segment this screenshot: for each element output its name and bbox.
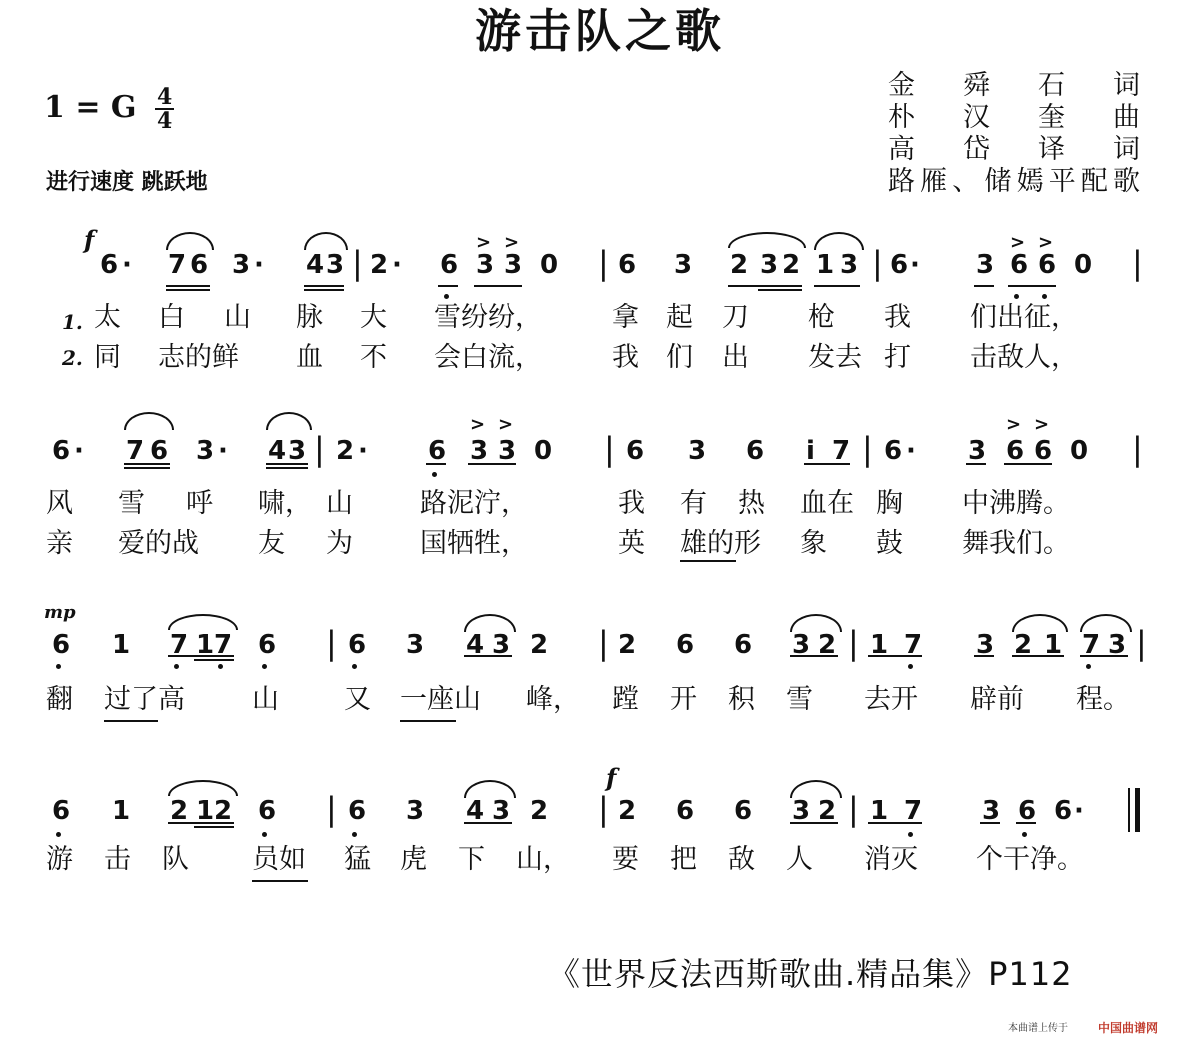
barline: | xyxy=(598,624,609,662)
note: 6 xyxy=(428,436,447,466)
slur xyxy=(790,780,842,798)
lyric-text: 消灭 xyxy=(864,844,918,875)
note: 6 xyxy=(1018,796,1037,826)
note: 7 xyxy=(904,796,923,826)
source-citation: 《世界反法西斯歌曲.精品集》P112 xyxy=(548,955,1073,993)
lyric-text: 又 xyxy=(344,684,371,715)
note: 1 xyxy=(870,630,889,660)
beam-underline xyxy=(814,285,860,287)
low-octave-dot xyxy=(56,832,61,837)
lyric-text: 鼓 xyxy=(876,528,903,559)
low-octave-dot xyxy=(262,664,267,669)
slur xyxy=(728,232,806,248)
lyric-text: 击敌人， xyxy=(970,342,1078,373)
barline: | xyxy=(598,244,609,282)
lyric-text: 打 xyxy=(884,342,911,373)
slur xyxy=(124,412,174,430)
beam-underline xyxy=(474,285,522,287)
barline: | xyxy=(1136,624,1147,662)
note: 6 xyxy=(884,436,903,466)
beam-underline xyxy=(790,655,838,657)
low-octave-dot xyxy=(174,664,179,669)
slur xyxy=(814,232,864,250)
lyric-text: 爱的战 xyxy=(118,528,199,559)
note: 6 xyxy=(618,250,637,280)
low-octave-dot xyxy=(1022,832,1027,837)
note: 1 xyxy=(870,796,889,826)
lyric-text: 山， xyxy=(516,844,570,875)
barline: | xyxy=(326,624,337,662)
note: 6 xyxy=(52,630,71,660)
lyric-text: 人 xyxy=(786,844,813,875)
lyric-text: 太 xyxy=(94,302,121,333)
note: 7 xyxy=(214,630,233,660)
beam-underline xyxy=(266,463,308,465)
song-title: 游击队之歌 xyxy=(475,4,725,58)
accent-mark: > xyxy=(476,232,492,253)
accent-mark: > xyxy=(1038,232,1054,253)
lyric-text: 脉 xyxy=(296,302,323,333)
low-octave-dot xyxy=(1014,294,1019,299)
lyric-text: 雪 xyxy=(786,684,813,715)
note: 3 xyxy=(498,436,517,466)
note: 2 xyxy=(730,250,749,280)
beam-underline xyxy=(168,655,234,657)
note: 7 xyxy=(904,630,923,660)
lyric-text: 中沸腾。 xyxy=(962,488,1070,519)
note: 3 xyxy=(976,250,995,280)
note: 2 xyxy=(170,796,189,826)
note: 3 xyxy=(674,250,693,280)
beam-underline xyxy=(974,285,994,287)
beam-underline xyxy=(728,285,802,287)
lyric-text: 员如 xyxy=(252,844,306,875)
beam-underline xyxy=(124,467,170,469)
barline: | xyxy=(1132,430,1143,468)
lyric-text: 不 xyxy=(360,342,387,373)
low-octave-dot xyxy=(444,294,449,299)
low-octave-dot xyxy=(262,832,267,837)
note: i xyxy=(806,436,815,466)
slur xyxy=(168,780,238,796)
lyric-underline xyxy=(680,560,736,562)
lyric-text: 我 xyxy=(612,342,639,373)
slur xyxy=(1080,614,1132,632)
dynamic-forte-1: f xyxy=(84,225,95,254)
beam-underline xyxy=(868,822,922,824)
note: · xyxy=(910,250,920,280)
note: 6 xyxy=(440,250,459,280)
note: · xyxy=(74,436,84,466)
lyric-text: 为 xyxy=(326,528,353,559)
tempo-marking: 进行速度 跳跃地 xyxy=(46,170,208,195)
lyric-underline xyxy=(400,720,456,722)
final-barline-thick xyxy=(1135,788,1140,832)
slur xyxy=(168,614,238,630)
verse-number-2: 2. xyxy=(62,346,83,370)
lyric-text: 敌 xyxy=(728,844,755,875)
note: 3 xyxy=(968,436,987,466)
lyric-text: 下 xyxy=(458,844,485,875)
note: 3 xyxy=(792,630,811,660)
note: · xyxy=(392,250,402,280)
note: 0 xyxy=(540,250,559,280)
accent-mark: > xyxy=(498,414,514,435)
note: 1 xyxy=(196,630,215,660)
key-prefix: 1 = G xyxy=(44,90,137,125)
lyric-text: 象 xyxy=(800,528,827,559)
note: 0 xyxy=(1074,250,1093,280)
note: 3 xyxy=(476,250,495,280)
note: 1 xyxy=(196,796,215,826)
lyric-text: 击 xyxy=(104,844,131,875)
lyric-text: 有 xyxy=(680,488,707,519)
note: 2 xyxy=(530,796,549,826)
beam-underline xyxy=(438,285,458,287)
note: 4 xyxy=(466,796,485,826)
note: 7 xyxy=(168,250,187,280)
note: 6 xyxy=(1038,250,1057,280)
lyric-text: 去开 xyxy=(864,684,918,715)
note: 6 xyxy=(100,250,119,280)
lyric-text: 友 xyxy=(258,528,285,559)
beam-underline xyxy=(194,826,234,828)
note: 6 xyxy=(1006,436,1025,466)
beam-underline xyxy=(304,289,344,291)
beam-underline xyxy=(804,463,850,465)
accent-mark: > xyxy=(504,232,520,253)
beam-underline xyxy=(1080,655,1128,657)
note: 4 xyxy=(466,630,485,660)
lyric-text: 蹚 xyxy=(612,684,639,715)
lyric-text: 过了高 xyxy=(104,684,185,715)
lyric-text: 我 xyxy=(618,488,645,519)
note: 2 xyxy=(782,250,801,280)
note: 7 xyxy=(126,436,145,466)
lyric-text: 大 xyxy=(360,302,387,333)
lyric-text: 白 xyxy=(158,302,185,333)
low-octave-dot xyxy=(908,832,913,837)
note: 2 xyxy=(818,630,837,660)
note: 6 xyxy=(890,250,909,280)
lyric-text: 血 xyxy=(296,342,323,373)
note: 3 xyxy=(792,796,811,826)
lyric-text: 发去 xyxy=(808,342,862,373)
note: 3 xyxy=(406,796,425,826)
slur xyxy=(166,232,214,250)
note: 3 xyxy=(470,436,489,466)
credit-arranger: 路雁、储嫣平配歌 xyxy=(888,166,1142,197)
key-signature xyxy=(44,86,174,132)
note: 6 xyxy=(676,630,695,660)
note: 2 xyxy=(530,630,549,660)
note: 2 xyxy=(618,630,637,660)
beam-underline xyxy=(1004,463,1052,465)
beam-underline xyxy=(168,822,234,824)
lyric-text: 山 xyxy=(326,488,353,519)
lyric-text: 雄的形 xyxy=(680,528,761,559)
beam-underline xyxy=(464,655,512,657)
barline: | xyxy=(1132,244,1143,282)
beam-underline xyxy=(166,285,210,287)
slur xyxy=(464,614,516,632)
lyric-text: 虎 xyxy=(400,844,427,875)
note: 3 xyxy=(1108,630,1127,660)
barline: | xyxy=(604,430,615,468)
note: 3 xyxy=(196,436,215,466)
note: 7 xyxy=(1082,630,1101,660)
lyric-text: 出 xyxy=(722,342,749,373)
barline: | xyxy=(848,624,859,662)
low-octave-dot xyxy=(432,472,437,477)
lyric-text: 国牺牲， xyxy=(420,528,528,559)
lyric-text: 同 xyxy=(94,342,121,373)
lyric-text: 热 xyxy=(738,488,765,519)
note: 0 xyxy=(1070,436,1089,466)
note: 3 xyxy=(232,250,251,280)
slur xyxy=(1012,614,1068,632)
note: 6 xyxy=(734,796,753,826)
lyric-text: 要 xyxy=(612,844,639,875)
note: 6 xyxy=(1034,436,1053,466)
barline: | xyxy=(314,430,325,468)
low-octave-dot xyxy=(1086,664,1091,669)
note: 6 xyxy=(258,796,277,826)
barline: | xyxy=(848,790,859,828)
low-octave-dot xyxy=(1042,294,1047,299)
lyric-text: 游 xyxy=(46,844,73,875)
lyric-text: 山 xyxy=(252,684,279,715)
dynamic-forte-2: f xyxy=(606,763,617,792)
note: 2 xyxy=(370,250,389,280)
lyric-text: 会白流， xyxy=(434,342,542,373)
lyric-text: 队 xyxy=(162,844,189,875)
lyric-text: 积 xyxy=(728,684,755,715)
note: 2 xyxy=(214,796,233,826)
note: 6 xyxy=(746,436,765,466)
barline: | xyxy=(352,244,363,282)
accent-mark: > xyxy=(470,414,486,435)
lyric-text: 个干净。 xyxy=(976,844,1084,875)
lyric-text: 英 xyxy=(618,528,645,559)
lyric-text: 刀 xyxy=(722,302,749,333)
note: 6 xyxy=(52,796,71,826)
note: 1 xyxy=(112,796,131,826)
note: · xyxy=(218,436,228,466)
lyric-underline xyxy=(104,720,158,722)
note: 2 xyxy=(618,796,637,826)
beam-underline xyxy=(166,289,210,291)
beam-underline xyxy=(266,467,308,469)
note: 3 xyxy=(840,250,859,280)
note: 6 xyxy=(150,436,169,466)
accent-mark: > xyxy=(1006,414,1022,435)
note: 6 xyxy=(626,436,645,466)
lyric-text: 山 xyxy=(224,302,251,333)
note: 3 xyxy=(406,630,425,660)
verse-number-1: 1. xyxy=(62,310,83,334)
lyric-text: 呼 xyxy=(186,488,213,519)
lyric-text: 雪纷纷， xyxy=(434,302,542,333)
beam-underline xyxy=(464,822,512,824)
time-denominator: 4 xyxy=(156,108,173,134)
lyric-text: 们 xyxy=(666,342,693,373)
lyric-text: 们出征， xyxy=(970,302,1078,333)
beam-underline xyxy=(468,463,516,465)
note: 7 xyxy=(832,436,851,466)
slur xyxy=(304,232,348,250)
lyric-text: 把 xyxy=(670,844,697,875)
note: 0 xyxy=(534,436,553,466)
beam-underline xyxy=(1008,285,1056,287)
lyric-text: 辟前 xyxy=(970,684,1024,715)
beam-underline xyxy=(758,289,802,291)
beam-underline xyxy=(124,463,170,465)
lyric-text: 一座山 xyxy=(400,684,481,715)
beam-underline xyxy=(974,655,994,657)
note: 3 xyxy=(688,436,707,466)
lyric-text: 志的鲜 xyxy=(158,342,239,373)
credit-composer: 朴汉奎曲 xyxy=(888,102,1142,133)
credit-lyricist: 金舜石词 xyxy=(888,70,1142,101)
beam-underline xyxy=(304,285,344,287)
note: 4 xyxy=(268,436,287,466)
note: 4 xyxy=(306,250,325,280)
barline: | xyxy=(326,790,337,828)
note: 1 xyxy=(112,630,131,660)
barline: | xyxy=(862,430,873,468)
note: 3 xyxy=(492,796,511,826)
dynamic-mezzo-piano: mp xyxy=(44,602,76,623)
lyric-text: 舞我们。 xyxy=(962,528,1070,559)
note: 2 xyxy=(336,436,355,466)
note: 3 xyxy=(288,436,307,466)
lyric-text: 拿 xyxy=(612,302,639,333)
note: 3 xyxy=(504,250,523,280)
low-octave-dot xyxy=(56,664,61,669)
note: 6 xyxy=(258,630,277,660)
note: 6 xyxy=(348,796,367,826)
note: 1 xyxy=(816,250,835,280)
note: · xyxy=(122,250,132,280)
time-numerator: 4 xyxy=(156,84,173,110)
beam-underline xyxy=(966,463,986,465)
lyric-text: 雪 xyxy=(118,488,145,519)
lyric-text: 风 xyxy=(46,488,73,519)
slur xyxy=(464,780,516,798)
note: 2 xyxy=(1014,630,1033,660)
lyric-text: 啸， xyxy=(258,488,312,519)
note: 7 xyxy=(170,630,189,660)
time-signature xyxy=(155,86,174,132)
barline: | xyxy=(598,790,609,828)
lyric-text: 程。 xyxy=(1076,684,1130,715)
note: 6 xyxy=(52,436,71,466)
lyric-text: 我 xyxy=(884,302,911,333)
beam-underline xyxy=(194,659,234,661)
note: · xyxy=(906,436,916,466)
note: · xyxy=(1074,796,1084,826)
accent-mark: > xyxy=(1034,414,1050,435)
note: 3 xyxy=(982,796,1001,826)
note: 2 xyxy=(818,796,837,826)
note: 6 xyxy=(734,630,753,660)
accent-mark: > xyxy=(1010,232,1026,253)
final-barline-thin xyxy=(1128,788,1130,832)
low-octave-dot xyxy=(218,664,223,669)
note: 6 xyxy=(190,250,209,280)
note: 6 xyxy=(1054,796,1073,826)
low-octave-dot xyxy=(908,664,913,669)
note: 6 xyxy=(676,796,695,826)
barline: | xyxy=(872,244,883,282)
note: 1 xyxy=(1044,630,1063,660)
note: 3 xyxy=(760,250,779,280)
beam-underline xyxy=(980,822,1000,824)
beam-underline xyxy=(426,463,446,465)
beam-underline xyxy=(790,822,838,824)
beam-underline xyxy=(868,655,922,657)
slur xyxy=(266,412,312,430)
lyric-text: 翻 xyxy=(46,684,73,715)
lyric-text: 开 xyxy=(670,684,697,715)
beam-underline xyxy=(1012,655,1064,657)
note: · xyxy=(254,250,264,280)
lyric-underline xyxy=(252,880,308,882)
note: 3 xyxy=(976,630,995,660)
note: 6 xyxy=(1010,250,1029,280)
note: 3 xyxy=(492,630,511,660)
low-octave-dot xyxy=(352,832,357,837)
upload-note: 本曲谱上传于 xyxy=(1008,1023,1068,1034)
note: 3 xyxy=(326,250,345,280)
lyric-text: 猛 xyxy=(344,844,371,875)
slur xyxy=(790,614,842,632)
note: · xyxy=(358,436,368,466)
low-octave-dot xyxy=(352,664,357,669)
lyric-text: 枪 xyxy=(808,302,835,333)
lyric-text: 峰， xyxy=(526,684,580,715)
lyric-text: 起 xyxy=(666,302,693,333)
note: 6 xyxy=(348,630,367,660)
lyric-text: 亲 xyxy=(46,528,73,559)
site-logo: 中国曲谱网 xyxy=(1098,1021,1159,1035)
lyric-text: 胸 xyxy=(876,488,903,519)
lyric-text: 路泥泞， xyxy=(420,488,528,519)
credit-translator: 高岱译词 xyxy=(888,134,1142,165)
beam-underline xyxy=(1016,822,1036,824)
lyric-text: 血在 xyxy=(800,488,854,519)
